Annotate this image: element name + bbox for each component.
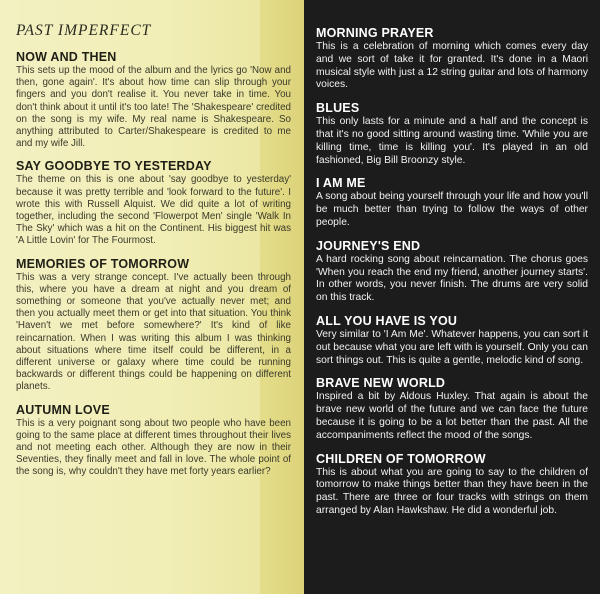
song-description: This sets up the mood of the album and the lyrics go 'Now and then, gone again'. It's about how time can slip through your fingers and you don't realise it. You never take in time. You don't think about it until it's too late! The 'Shakespeare' credited on the song is my wife. My real name is Shakespeare. So anything attributed to Carter/Shakespeare is credited to me and my wife Jill.: [16, 65, 291, 150]
song-description: This is about what you are going to say to the children of tomorrow to make things better than they have been in the past. There are three or four tracks with strings on them arranged by Alan Hawkshaw. He did a wonderful job.: [316, 466, 588, 516]
song-title: AUTUMN LOVE: [16, 402, 110, 417]
song-title: SAY GOODBYE TO YESTERDAY: [16, 159, 212, 174]
song-title: I AM ME: [316, 176, 366, 191]
song-title: BLUES: [316, 101, 360, 116]
song-entry: [316, 26, 588, 92]
song-entry: [316, 176, 588, 229]
song-description: This was a very strange concept. I've actually been through this, where you have a dream at night and you dream of something or someone that you've actually never met; and then you actually meet them or get into that situation. You think 'Haven't we met before somewhere?' It's kind of like reincarnation. When I was writing this album I was thinking about situations where time itself could be different, in a different universe or galaxy where time could be running backwards or different things could be happening on different planets.: [16, 271, 291, 393]
album-title: PAST IMPERFECT: [16, 22, 152, 39]
song-entry: [16, 159, 291, 247]
right-column: [316, 26, 588, 527]
left-column: [16, 22, 291, 488]
song-description: This is a very poignant song about two people who have been going to the same place at different times throughout their lives and not meeting each other. Although they are now in their Seventies, they finally meet and fall in love. The whole point of the song is, why couldn't they have met forty years earlier?: [16, 417, 291, 478]
song-title: CHILDREN OF TOMORROW: [316, 451, 486, 466]
song-description: A song about being yourself through your life and how you'll be much better than trying to follow the ways of other people.: [316, 191, 588, 228]
song-entry: [16, 403, 291, 479]
song-title: BRAVE NEW WORLD: [316, 376, 446, 391]
song-entry: [16, 257, 291, 394]
song-title: MEMORIES OF TOMORROW: [16, 256, 190, 271]
song-description: This is a celebration of morning which comes every day and we sort of take it for granted. It's done in a Maori musical style with just a 12 string guitar and lots of harmony voices.: [316, 41, 588, 91]
song-title: JOURNEY'S END: [316, 238, 421, 253]
song-description: This only lasts for a minute and a half and the concept is that it's no good sitting around wasting time. 'While you are killing time, time is killing you'. It's played in an old fashioned, Big Bill Broonzy style.: [316, 116, 588, 166]
song-entry: [316, 239, 588, 305]
song-description: Very similar to 'I Am Me'. Whatever happens, you can sort it out because what you are left with is yourself. Only you can sort things out. This is quite a gentle, melodic kind of song.: [316, 328, 588, 366]
song-title: MORNING PRAYER: [316, 26, 434, 40]
song-entry: [16, 50, 291, 150]
song-entry: [316, 314, 588, 367]
song-description: The theme on this is one about 'say goodbye to yesterday' because it was pretty terrible and 'look forward to the future'. I wrote this with Russell Alquist. We did quite a lot of writing together, including the second 'Flowerpot Men' single 'Walk In The Sky' which was a hit on the Continent. His biggest hit was 'A Little Lovin' for The Fourmost.: [16, 174, 291, 247]
song-description: A hard rocking song about reincarnation. The chorus goes 'When you reach the end my friend, another journey starts'. In other words, you never finish. The drums are very solid on this track.: [316, 253, 588, 304]
song-entry: [316, 101, 588, 167]
song-description: Inspired a bit by Aldous Huxley. That again is about the brave new world of the future and we can face the future because it is going to be a lot better than the past. All the accompaniments reflect the mood of the songs.: [316, 391, 588, 441]
song-title: NOW AND THEN: [16, 50, 117, 64]
song-title: ALL YOU HAVE IS YOU: [316, 313, 458, 328]
song-entry: [316, 376, 588, 442]
song-entry: [316, 452, 588, 518]
